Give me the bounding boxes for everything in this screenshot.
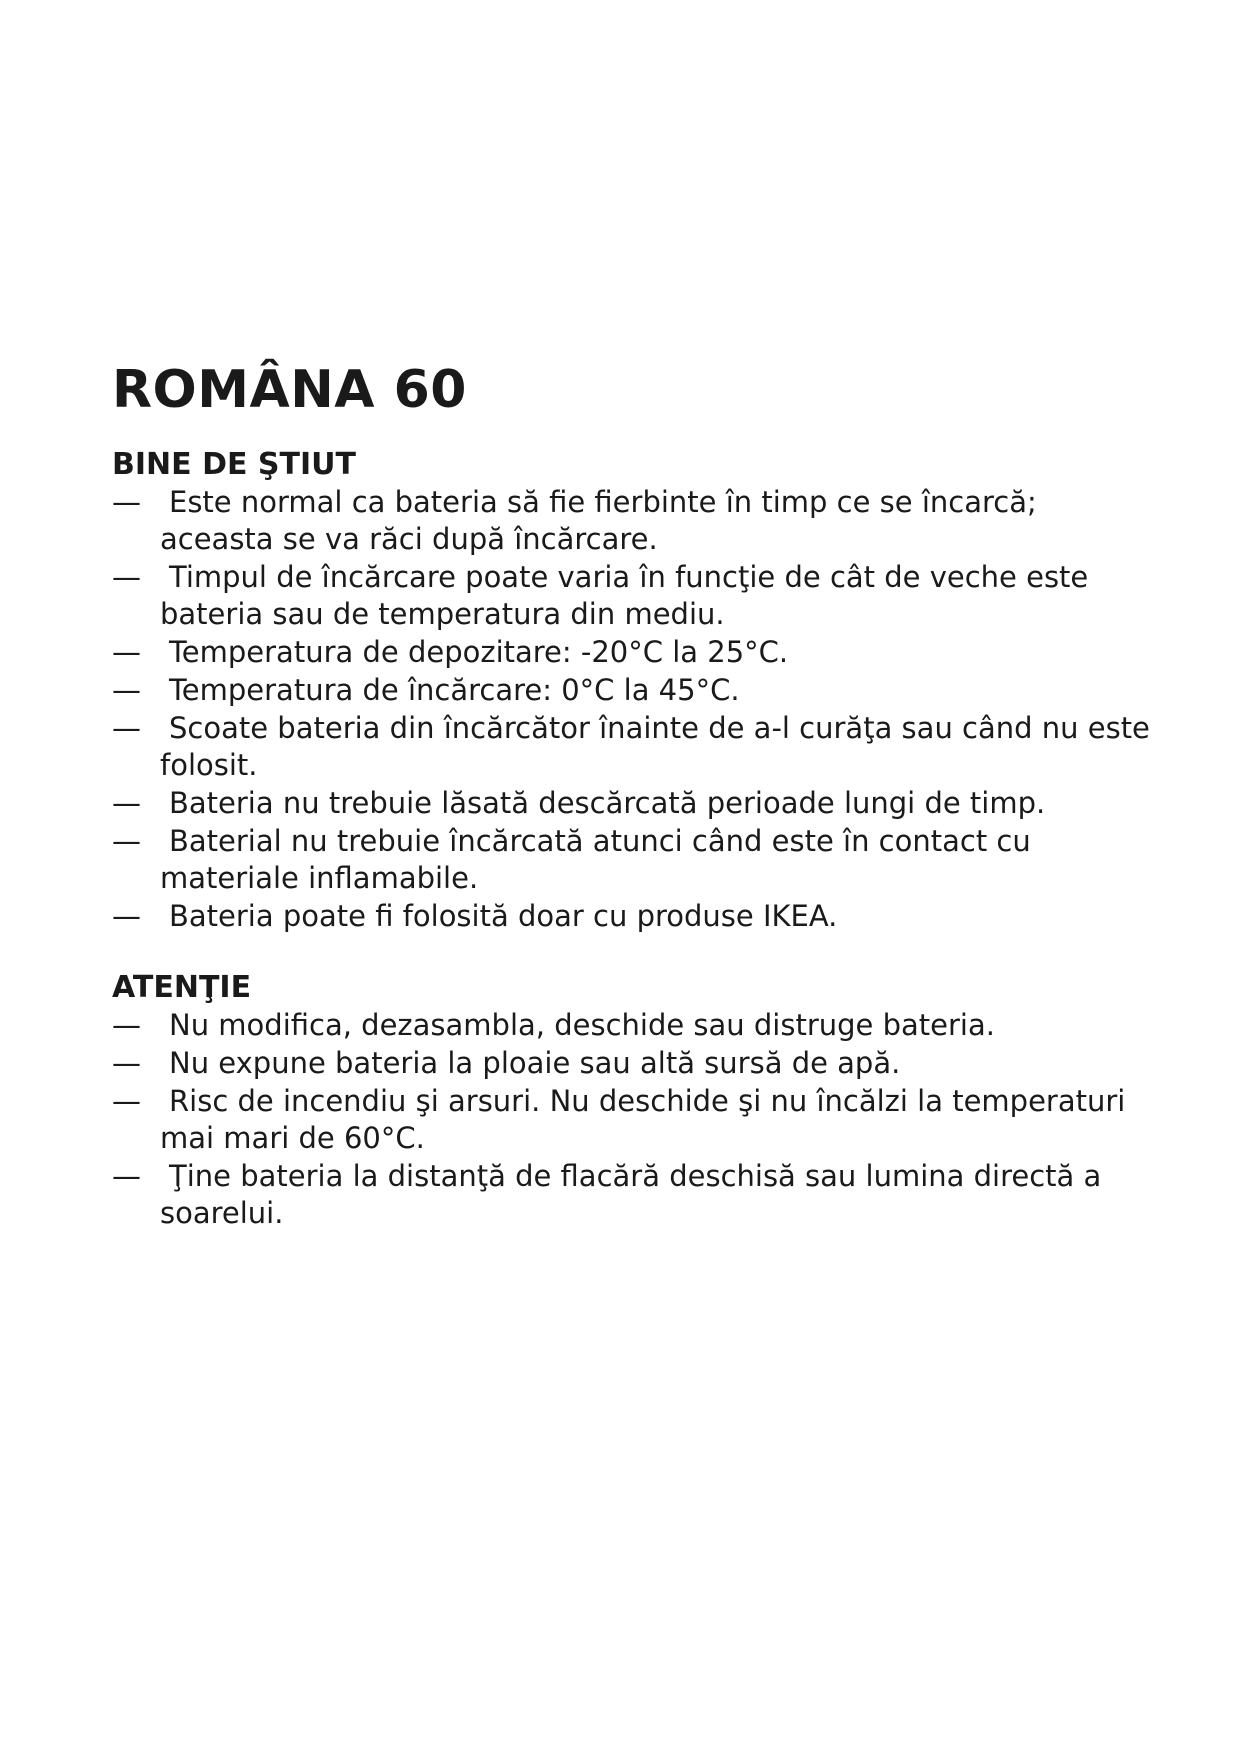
section-heading: BINE DE ŞTIUT: [112, 447, 356, 482]
list-item-text: Bateria poate fi folosită doar cu produse IKEA.: [169, 899, 838, 933]
section-good-to-know: [112, 446, 1152, 935]
list-item-text: Baterial nu trebuie încărcată atunci când este în contact cu materiale inflamabile.: [160, 824, 1031, 895]
list-item: [112, 823, 1152, 897]
dash-bullet: —: [112, 824, 141, 858]
list-item: [112, 1045, 1152, 1082]
dash-bullet: —: [112, 1084, 141, 1118]
page-title: ROMÂNA 60: [112, 360, 467, 420]
dash-bullet: —: [112, 1008, 141, 1042]
dash-bullet: —: [112, 635, 141, 669]
bullet-list: [112, 484, 1152, 935]
list-item: [112, 672, 1152, 709]
list-item-text: Bateria nu trebuie lăsată descărcată perioade lungi de timp.: [169, 786, 1046, 820]
list-item: [112, 1083, 1152, 1157]
list-item: [112, 898, 1152, 935]
dash-bullet: —: [112, 485, 141, 519]
list-item: [112, 1158, 1152, 1232]
list-item: [112, 1007, 1152, 1044]
list-item-text: Temperatura de depozitare: -20°C la 25°C.: [169, 635, 789, 669]
list-item-text: Timpul de încărcare poate varia în funcţie de cât de veche este bateria sau de temperatura din mediu.: [160, 560, 1089, 631]
list-item: [112, 484, 1152, 558]
list-item-text: Risc de incendiu şi arsuri. Nu deschide şi nu încălzi la temperaturi mai mari de 60°C.: [160, 1084, 1126, 1155]
dash-bullet: —: [112, 560, 141, 594]
list-item-text: Ţine bateria la distanţă de flacără deschisă sau lumina directă a soarelui.: [160, 1159, 1102, 1230]
section-heading: ATENŢIE: [112, 970, 252, 1005]
list-item-text: Scoate bateria din încărcător înainte de a-l curăţa sau când nu este folosit.: [160, 711, 1150, 782]
list-item: [112, 634, 1152, 671]
dash-bullet: —: [112, 1046, 141, 1080]
list-item: [112, 559, 1152, 633]
dash-bullet: —: [112, 1159, 141, 1193]
list-item: [112, 710, 1152, 784]
list-item-text: Nu expune bateria la ploaie sau altă sursă de apă.: [169, 1046, 901, 1080]
dash-bullet: —: [112, 899, 141, 933]
list-item-text: Este normal ca bateria să fie fierbinte în timp ce se încarcă; aceasta se va răci după încărcare.: [160, 485, 1037, 556]
list-item-text: Temperatura de încărcare: 0°C la 45°C.: [169, 673, 740, 707]
list-item: [112, 785, 1152, 822]
dash-bullet: —: [112, 711, 141, 745]
dash-bullet: —: [112, 786, 141, 820]
list-item-text: Nu modifica, dezasambla, deschide sau distruge bateria.: [169, 1008, 995, 1042]
bullet-list: [112, 1007, 1152, 1232]
document-page: [112, 360, 1152, 1233]
section-warning: [112, 969, 1152, 1232]
dash-bullet: —: [112, 673, 141, 707]
